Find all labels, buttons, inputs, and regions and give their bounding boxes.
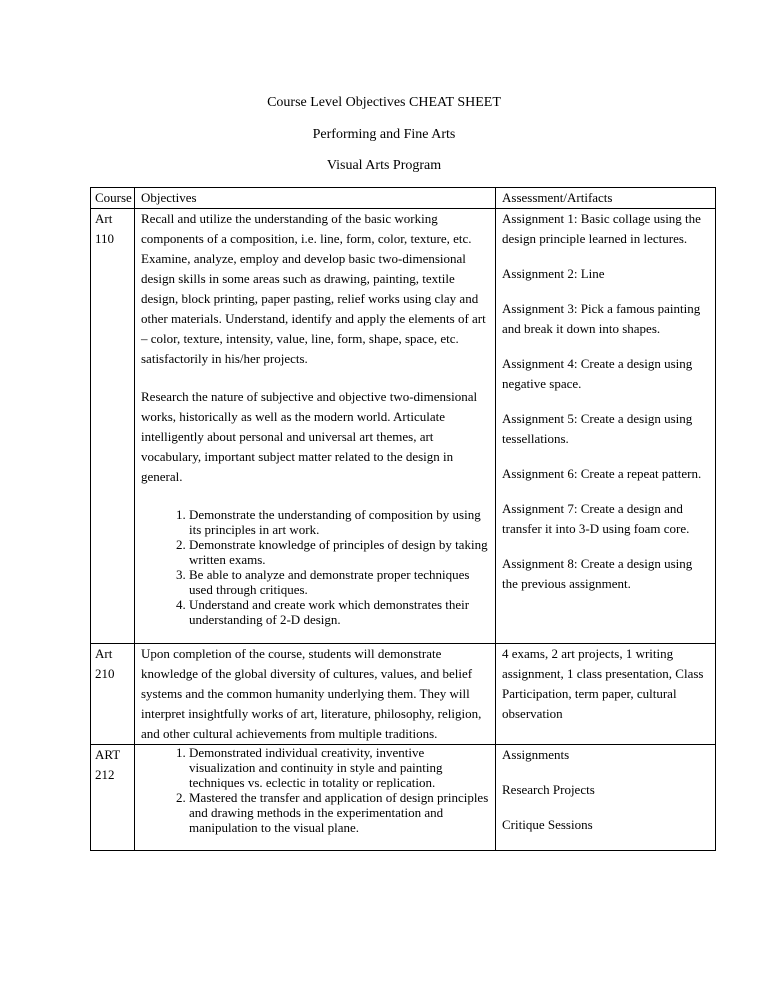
column-header-assessment: Assessment/Artifacts bbox=[496, 188, 716, 209]
objective-list bbox=[141, 507, 489, 627]
objectives-cell bbox=[135, 644, 496, 745]
table-row bbox=[91, 209, 716, 644]
assessment-item: Assignment 2: Line bbox=[502, 266, 605, 281]
column-header-objectives: Objectives bbox=[135, 188, 496, 209]
assessment-item: Assignment 3: Pick a famous painting and break it down into shapes. bbox=[502, 301, 701, 336]
list-item: 3. Be able to analyze and demonstrate proper techniques used through critiques. bbox=[189, 567, 489, 597]
objective-paragraph: Research the nature of subjective and objective two-dimensional works, historically as well as the modern world. Articulate intelligently about personal and universal art themes, art vocabulary, important subject matter related to the design in general. bbox=[141, 389, 478, 484]
objective-paragraph: Upon completion of the course, students will demonstrate knowledge of the global diversity of cultures, values, and belief systems and the common humanity underlying them. They will interpret insightfully works of art, literature, philosophy, religion, and other cultural achievements from multiple traditions. bbox=[141, 646, 482, 741]
list-item: 2. Demonstrate knowledge of principles of design by taking written exams. bbox=[189, 537, 489, 567]
assessment-item: Assignment 4: Create a design using negative space. bbox=[502, 356, 693, 391]
document-title: Course Level Objectives CHEAT SHEET bbox=[267, 95, 501, 110]
table-row bbox=[91, 745, 716, 851]
course-cell: Art 210 bbox=[91, 644, 135, 745]
list-item: 1. Demonstrate the understanding of composition by using its principles in art work. bbox=[189, 507, 489, 537]
assessment-item: Critique Sessions bbox=[502, 817, 593, 832]
list-item: 2. Mastered the transfer and application of design principles and drawing methods in the experimentation and manipulation to the visual plane. bbox=[189, 790, 489, 835]
assessment-item: Assignment 5: Create a design using tessellations. bbox=[502, 411, 693, 446]
course-cell: Art 110 bbox=[91, 209, 135, 644]
list-item: 4. Understand and create work which demonstrates their understanding of 2-D design. bbox=[189, 597, 489, 627]
assessment-cell bbox=[496, 745, 716, 851]
assessment-item: Assignment 1: Basic collage using the design principle learned in lectures. bbox=[502, 211, 701, 246]
objectives-cell bbox=[135, 209, 496, 644]
objectives-cell bbox=[135, 745, 496, 851]
assessment-item: Assignment 8: Create a design using the previous assignment. bbox=[502, 556, 693, 591]
program-subtitle: Visual Arts Program bbox=[326, 158, 442, 173]
objective-paragraph: Recall and utilize the understanding of the basic working components of a composition, i.e. line, form, color, texture, etc. Examine, analyze, employ and develop basic two-dimensional design skills in some areas such as drawing, painting, textile design, block printing, paper pasting, relief works using clay and other materials. Understand, identify and apply the elements of art – color, texture, intensity, value, line, form, shape, space, etc. satisfactorily in his/her projects. bbox=[141, 211, 486, 366]
assessment-item: Assignment 6: Create a repeat pattern. bbox=[502, 466, 702, 481]
objective-list bbox=[141, 745, 489, 835]
list-item: 1. Demonstrated individual creativity, inventive visualization and continuity in style and painting techniques vs. eclectic in totality or replication. bbox=[189, 745, 489, 790]
assessment-item: Research Projects bbox=[502, 782, 595, 797]
assessment-item: 4 exams, 2 art projects, 1 writing assignment, 1 class presentation, Class Participation, term paper, cultural observation bbox=[502, 646, 704, 721]
course-cell: ART 212 bbox=[91, 745, 135, 851]
department-subtitle: Performing and Fine Arts bbox=[312, 127, 456, 142]
assessment-item: Assignment 7: Create a design and transfer it into 3-D using foam core. bbox=[502, 501, 690, 536]
assessment-cell bbox=[496, 644, 716, 745]
table-header-row bbox=[91, 188, 716, 209]
table-row bbox=[91, 644, 716, 745]
objectives-table bbox=[90, 187, 716, 851]
column-header-course: Course bbox=[91, 188, 135, 209]
assessment-cell bbox=[496, 209, 716, 644]
assessment-item: Assignments bbox=[502, 747, 570, 762]
